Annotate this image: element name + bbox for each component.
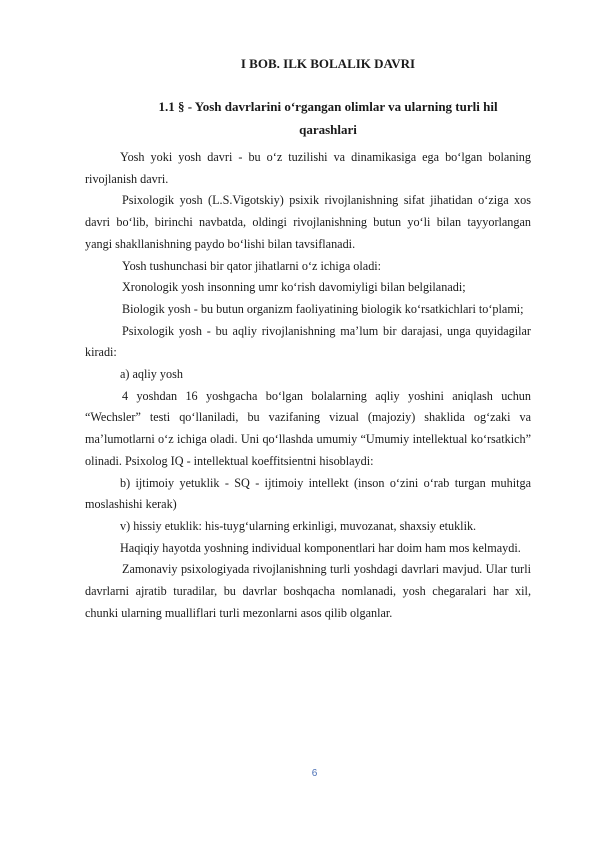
paragraph-zamonaviy-psixologiya: Zamonaviy psixologiyada rivojlanishning turli yoshdagi davrlari mavjud. Ular turli davrlarni ajratib turadilar, bu davrlar boshqacha nomlanadi, yosh chegaralari har xil, chunki ularning mualliflari turli mezonlarni asos qilib olganlar. (85, 562, 531, 620)
section-title (85, 95, 531, 141)
list-item-ijtimoiy-yetuklik: b) ijtimoiy yetuklik - SQ - ijtimoiy intellekt (inson o‘zini o‘rab turgan muhitga moslashishi kerak) (85, 475, 531, 512)
list-item-hissiy-etuklik: v) hissiy etuklik: his-tuyg‘ularning erkinligi, muvozanat, shaxsiy etuklik. (120, 518, 477, 533)
paragraph-yosh-tushunchasi: Yosh tushunchasi bir qator jihatlarni o‘z ichiga oladi: (122, 258, 382, 273)
paragraph-haqiqiy-hayot: Haqiqiy hayotda yoshning individual komponentlari har doim ham mos kelmaydi. (120, 540, 521, 555)
chapter-title: I BOB. ILK BOLALIK DAVRI (240, 56, 416, 71)
paragraph-biologik-yosh: Biologik yosh - bu butun organizm faoliyatining biologik ko‘rsatkichlari to‘plami; (122, 301, 524, 316)
paragraph-psixologik-yosh: Psixologik yosh - bu aqliy rivojlanishning ma’lum bir darajasi, unga quyidagilar kiradi: (85, 323, 531, 360)
paragraph-yosh-davri: Yosh yoki yosh davri - bu o‘z tuzilishi va dinamikasiga ega bo‘lgan bolaning rivojlanish davri. (85, 150, 531, 186)
paragraph-psixologik-yosh-vigotskiy: Psixologik yosh (L.S.Vigotskiy) psixik rivojlanishning sifat jihatidan o‘ziga xos davri bo‘lib, birinchi navbatda, oldingi rivojlanishning butun yo‘li bilan tayyorlangan yangi shakllanishning paydo bo‘lishi bilan tavsiflanadi. (85, 193, 531, 251)
section-title-line-2: qarashlari (299, 122, 357, 137)
document-page (85, 55, 531, 624)
section-title-line-1: 1.1 § - Yosh davrlarini o‘rgangan olimlar va ularning turli hil (158, 99, 498, 114)
page-number: 6 (311, 768, 318, 779)
paragraph-wechsler-test: 4 yoshdan 16 yoshgacha bo‘lgan bolalarning aqliy yoshini aniqlash uchun “Wechsler” testi qo‘llaniladi, bu vazifaning vizual (majoziy) shaklida og‘zaki va ma’lumotlarni o‘z ichiga oladi. Uni qo‘llashda umumiy “Umumiy intellektual ko‘rsatkich” olinadi. Psixolog IQ - intellektual koeffitsientni hisoblaydi: (85, 388, 531, 468)
paragraph-xronologik-yosh: Xronologik yosh insonning umr ko‘rish davomiyligi bilan belgilanadi; (122, 280, 466, 295)
list-item-aqliy-yosh: a) aqliy yosh (120, 367, 183, 382)
